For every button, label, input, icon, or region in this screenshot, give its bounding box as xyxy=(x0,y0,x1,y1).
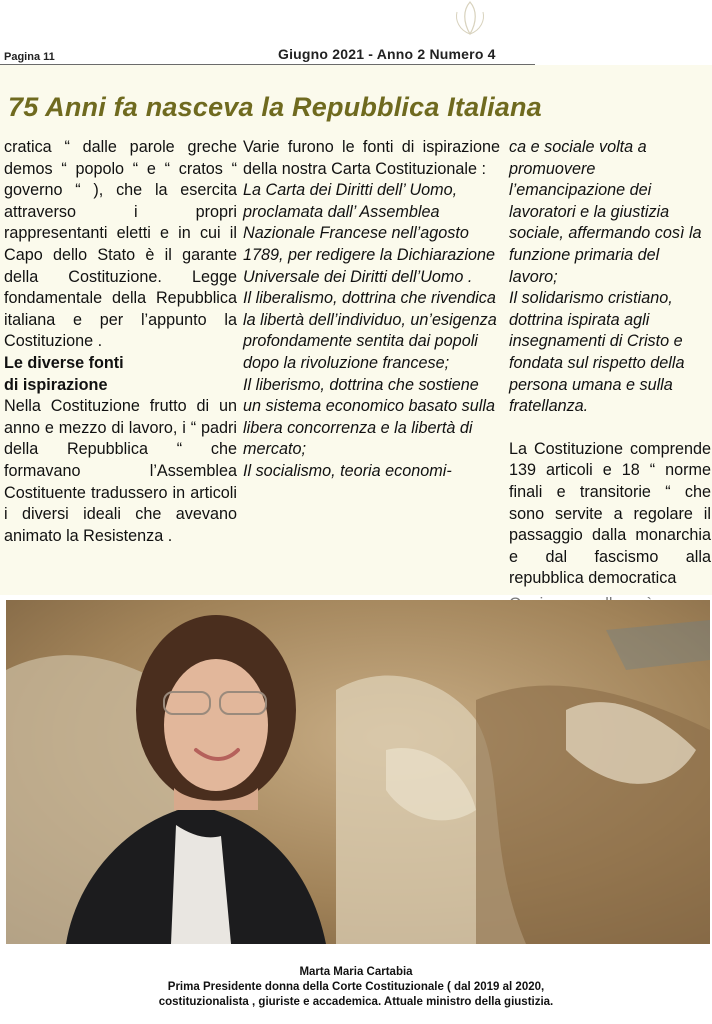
section-heading-line2: di ispirazione xyxy=(4,375,108,394)
column2-paragraph: Il liberismo, dottrina che sostiene un sistema economico basato sulla libera concorrenza e la libertà di mercato; xyxy=(243,375,495,459)
portrait-photo xyxy=(6,600,710,944)
article-column-2 xyxy=(243,137,500,483)
header-divider xyxy=(0,64,535,65)
section-heading xyxy=(4,353,237,396)
column3-paragraph: La Costituzione comprende 139 articoli e 18 “ norme finali e transitorie “ che sono servite a regolare il passaggio dalla monarchia e dal fascismo alla repubblica democratica xyxy=(509,439,711,588)
column3-paragraph: Il solidarismo cristiano, dottrina ispirata agli insegnamenti di Cristo e fondata sul rispetto della persona umana e sulla fratellanza. xyxy=(509,289,685,416)
column1-paragraph: Nella Costituzione frutto di un anno e mezzo di lavoro, i “ padri della Repubblica “ che formavano l’Assemblea Costituente tradussero in articoli i diversi ideali che avevano animato la Resistenza . xyxy=(4,397,237,545)
section-heading-line1: Le diverse fonti xyxy=(4,353,124,372)
column2-paragraph: La Carta dei Diritti dell’ Uomo, proclamata dall’ Assemblea Nazionale Francese nell’agosto 1789, per redigere la Dichiarazione Universale dei Diritti dell’Uomo . xyxy=(243,181,495,286)
article-column-3 xyxy=(509,137,711,637)
newsletter-logo-icon xyxy=(435,0,505,38)
column1-paragraph: cratica “ dalle parole greche demos “ popolo “ e “ cratos “ governo “ ), che la esercita attraverso i propri rappresentanti eletti e in cui il Capo dello Stato è il garante della Costituzione. Legge fondamentale della Repubblica italiana e per l’appunto la Costituzione . xyxy=(4,138,237,351)
issue-info: Giugno 2021 - Anno 2 Numero 4 xyxy=(278,46,496,62)
column2-paragraph: Varie furono le fonti di ispirazione della nostra Carta Costituzionale : xyxy=(243,138,500,178)
column2-paragraph: Il socialismo, teoria economi- xyxy=(243,461,452,480)
caption-description-line2: costituzionalista , giuriste e accademica. Attuale ministro della giustizia. xyxy=(158,996,554,1008)
photo-caption xyxy=(0,965,712,1010)
article-column-1 xyxy=(4,137,237,547)
caption-name: Marta Maria Cartabia xyxy=(299,966,413,978)
page-number: Pagina 11 xyxy=(4,51,55,63)
column3-paragraph: ca e sociale volta a promuovere l’emancipazione dei lavoratori e la giustizia sociale, affermando così la funzione primaria del lavoro; xyxy=(509,138,702,286)
paragraph-gap xyxy=(509,418,711,439)
caption-description-line1: Prima Presidente donna della Corte Costituzionale ( dal 2019 al 2020, xyxy=(167,981,545,993)
article-title: 75 Anni fa nasceva la Repubblica Italiana xyxy=(8,92,542,122)
column2-paragraph: Il liberalismo, dottrina che rivendica la libertà dell’individuo, un’esigenza profondamente sentita dai popoli dopo la rivoluzione francese; xyxy=(243,289,497,372)
